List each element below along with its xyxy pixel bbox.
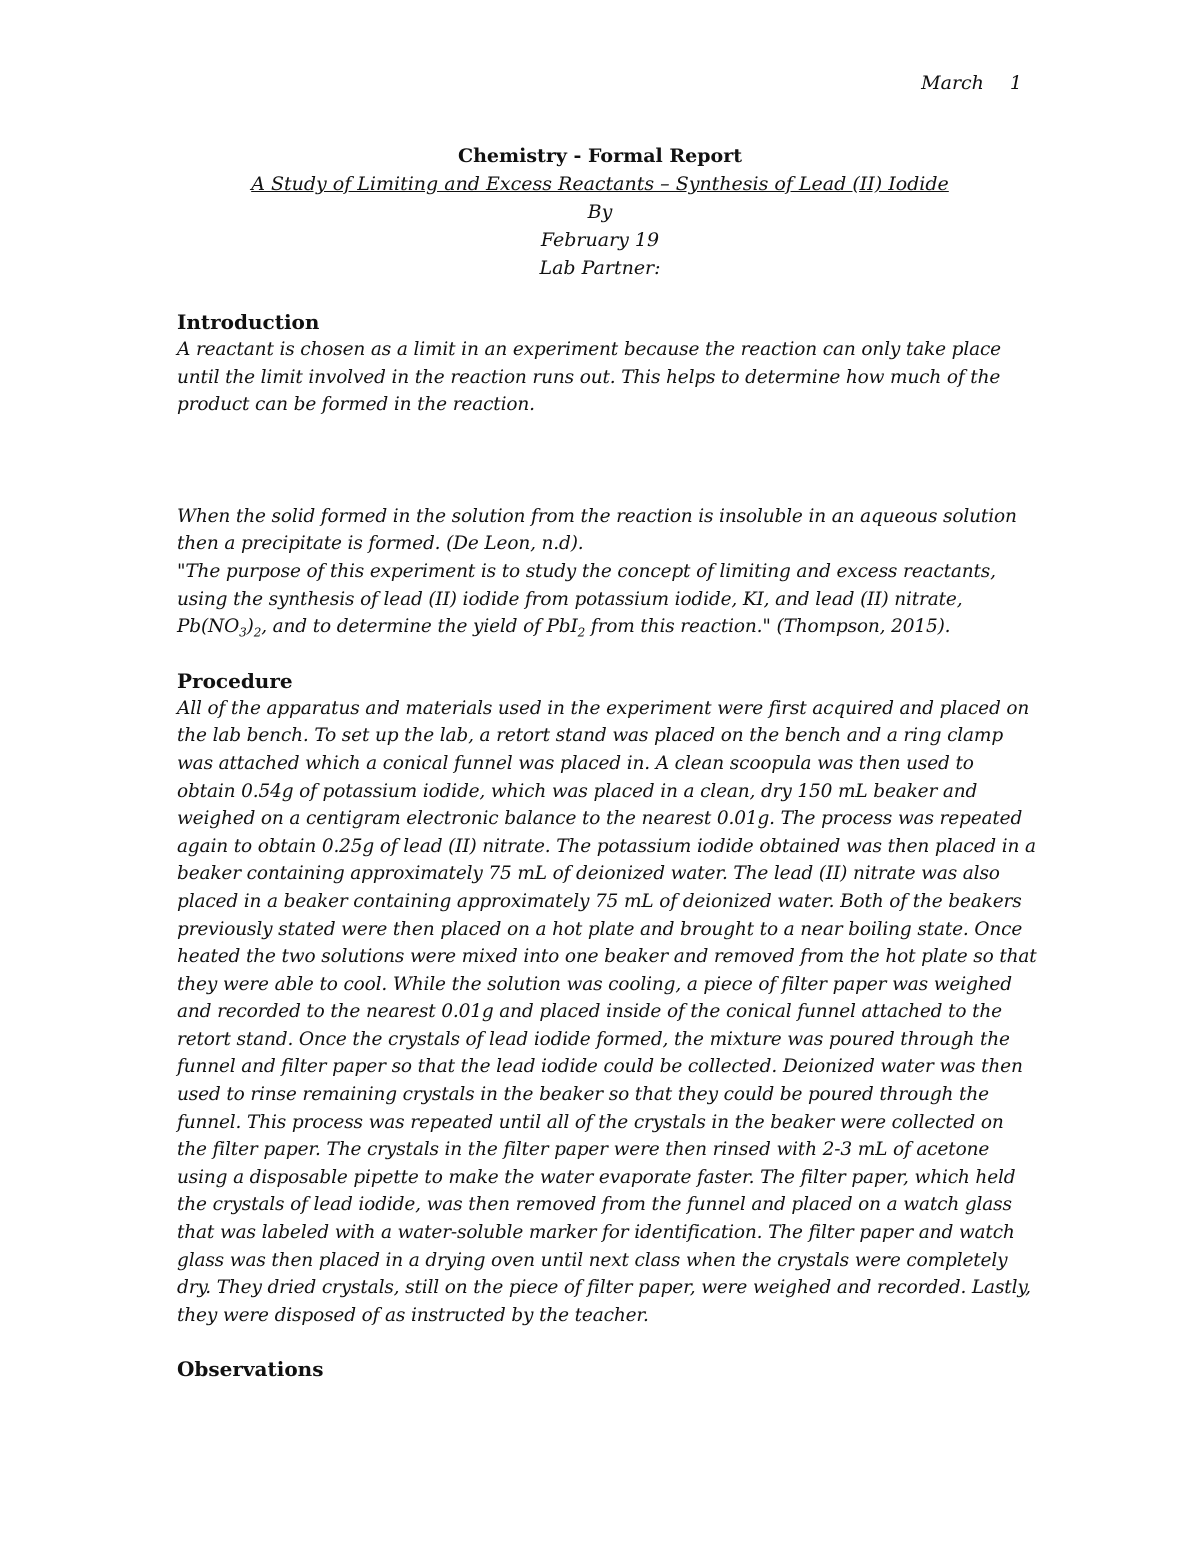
author-line: By — [587, 201, 613, 223]
report-title: Chemistry - Formal Report — [458, 145, 742, 167]
purpose-text-2: ) — [246, 616, 254, 638]
lab-partner-line: Lab Partner: — [539, 257, 661, 279]
spacer — [177, 419, 1037, 503]
purpose-text-3: , and to determine the yield of PbI — [261, 616, 578, 638]
page-number: 1 — [1009, 72, 1022, 94]
introduction-paragraph-2: When the solid formed in the solution from the reaction is insoluble in an aqueous solution then a precipitate is formed. (De Leon, n.d). — [177, 505, 1017, 555]
report-body — [177, 308, 1037, 1383]
page-header — [921, 72, 1022, 94]
procedure-heading: Procedure — [177, 668, 293, 693]
purpose-text-4: from this reaction." (Thompson, 2015). — [585, 616, 951, 638]
title-block — [0, 142, 1200, 282]
observations-heading: Observations — [177, 1357, 324, 1382]
subscript: 2 — [253, 625, 262, 640]
procedure-paragraph: All of the apparatus and materials used in the experiment were first acquired and placed on the lab bench. To set up the lab, a retort stand was placed on the bench and a ring clamp was attached which a conical funnel was placed in. A clean scoopula was then used to obtain 0.54g of potassium iodide, which was placed in a clean, dry 150 mL beaker and weighed on a centigram electronic balance to the nearest 0.01g. The process was repeated again to obtain 0.25g of lead (II) nitrate. The potassium iodide obtained was then placed in a beaker containing approximately 75 mL of deionized water. The lead (II) nitrate was also placed in a beaker containing approximately 75 mL of deionized water. Both of the beakers previously stated were then placed on a hot plate and brought to a near boiling state. Once heated the two solutions were mixed into one beaker and removed from the hot plate so that they were able to cool. While the solution was cooling, a piece of filter paper was weighed and recorded to the nearest 0.01g and placed inside of the conical funnel attached to the retort stand. Once the crystals of lead iodide formed, the mixture was poured through the funnel and filter paper so that the lead iodide could be collected. Deionized water was then used to rinse remaining crystals in the beaker so that they could be poured through the funnel. This process was repeated until all of the crystals in the beaker were collected on the filter paper. The crystals in the filter paper were then rinsed with 2-3 mL of acetone using a disposable pipette to make the water evaporate faster. The filter paper, which held the crystals of lead iodide, was then removed from the funnel and placed on a watch glass that was labeled with a water-soluble marker for identification. The filter paper and watch glass was then placed in a drying oven until next class when the crystals were completely dry. They dried crystals, still on the piece of filter paper, were weighed and recorded. Lastly, they were disposed of as instructed by the teacher. — [177, 697, 1037, 1326]
purpose-statement — [177, 558, 1037, 641]
introduction-paragraph-1: A reactant is chosen as a limit in an experiment because the reaction can only take place until the limit involved in the reaction runs out. This helps to determine how much of the product can be formed in the reaction. — [177, 339, 1001, 416]
report-subtitle: A Study of Limiting and Excess Reactants – Synthesis of Lead (II) Iodide — [251, 173, 949, 195]
subscript: 3 — [239, 625, 247, 640]
subscript: 2 — [577, 625, 586, 640]
header-month: March — [921, 72, 984, 94]
introduction-heading: Introduction — [177, 310, 320, 334]
purpose-text-1: "The purpose of this experiment is to study the concept of limiting and excess reactants, using the synthesis of lead (II) iodide from potassium iodide, KI, and lead (II) nitrate, Pb(NO — [177, 560, 996, 638]
spacer — [177, 1329, 1037, 1355]
spacer — [177, 641, 1037, 667]
report-date: February 19 — [540, 229, 660, 251]
